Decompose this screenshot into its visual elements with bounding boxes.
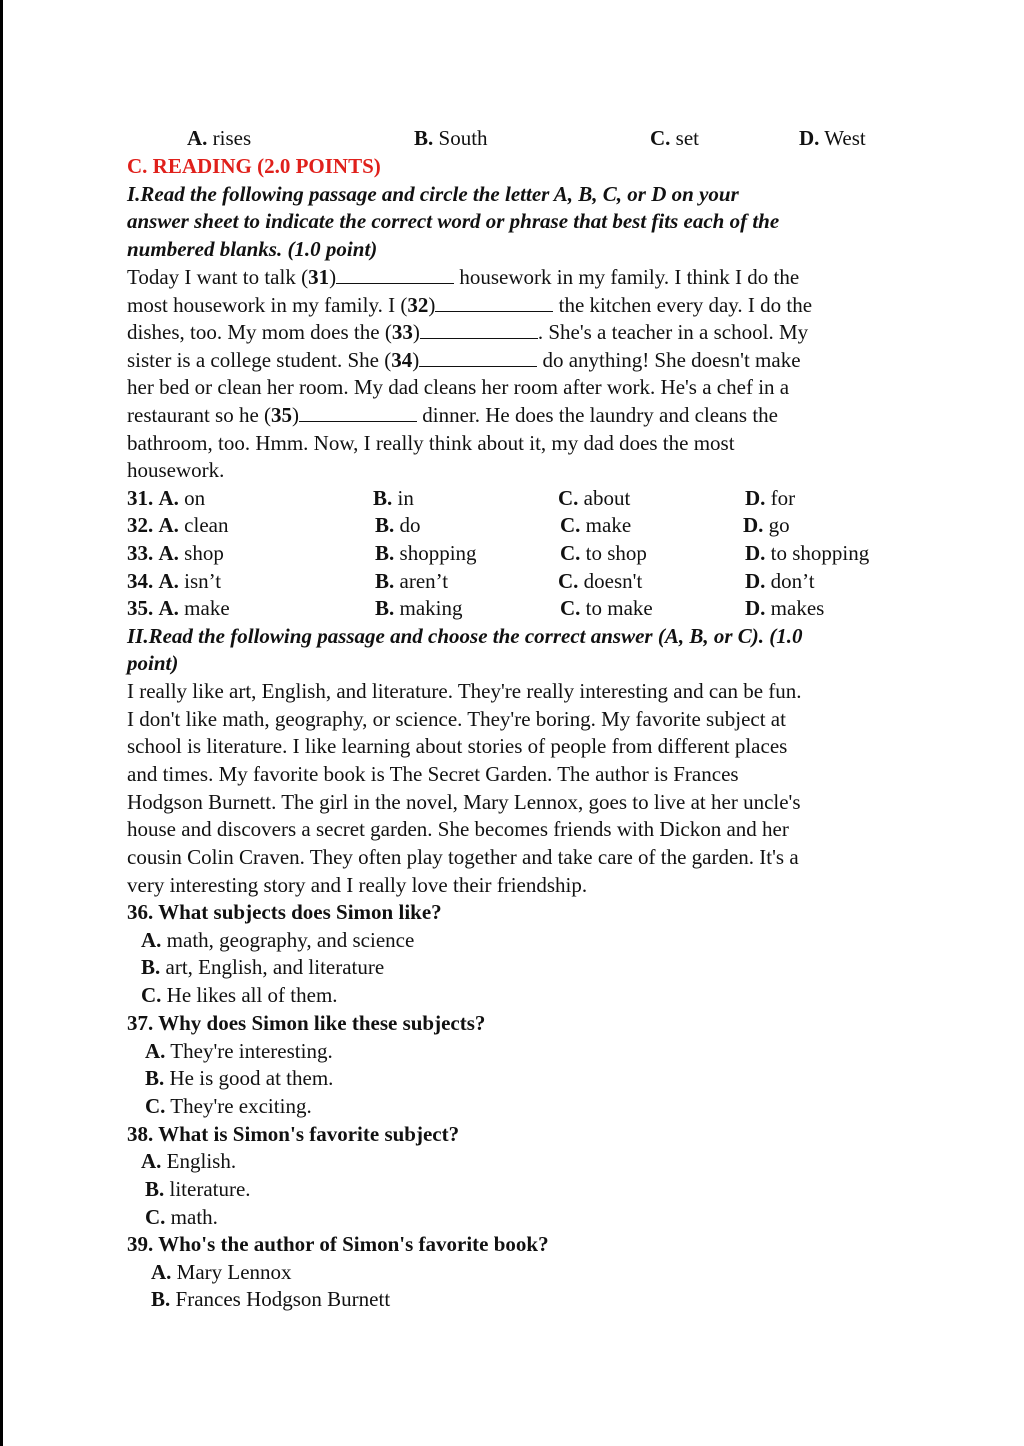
- option-b[interactable]: B. Frances Hodgson Burnett: [151, 1287, 391, 1311]
- reading-passage-line: and times. My favorite book is The Secret Garden. The author is Frances: [127, 762, 739, 786]
- blank-31[interactable]: [336, 265, 454, 284]
- option-a[interactable]: A. English.: [141, 1149, 237, 1173]
- option-d[interactable]: D. go: [743, 513, 790, 537]
- option-c[interactable]: C. They're exciting.: [145, 1094, 312, 1118]
- option-d[interactable]: D. to shopping: [745, 541, 870, 565]
- prev-option-a: A. rises: [187, 126, 252, 150]
- option-c[interactable]: C. to shop: [560, 541, 647, 565]
- option-a[interactable]: A. They're interesting.: [145, 1039, 333, 1063]
- cloze-passage-line: her bed or clean her room. My dad cleans her room after work. He's a chef in a: [127, 375, 790, 399]
- cloze-passage-line: dishes, too. My mom does the (33) . She's a teacher in a school. My: [127, 320, 809, 344]
- option-d[interactable]: D. don’t: [745, 569, 815, 593]
- reading-passage-line: school is literature. I like learning about stories of people from different places: [127, 734, 788, 758]
- cloze-passage-line: bathroom, too. Hmm. Now, I really think about it, my dad does the most: [127, 431, 735, 455]
- option-a[interactable]: A. Mary Lennox: [151, 1260, 292, 1284]
- option-a[interactable]: 35. A. make: [127, 596, 230, 620]
- part1-instruction-line: I.Read the following passage and circle the letter A, B, C, or D on your: [127, 182, 739, 206]
- prev-option-d: D. West: [799, 126, 866, 150]
- option-d[interactable]: D. makes: [745, 596, 825, 620]
- option-a[interactable]: 34. A. isn’t: [127, 569, 222, 593]
- cloze-passage-line: restaurant so he (35) dinner. He does the laundry and cleans the: [127, 403, 778, 427]
- option-b[interactable]: B. He is good at them.: [145, 1066, 334, 1090]
- prev-option-c: C. set: [650, 126, 699, 150]
- option-a[interactable]: 31. A. on: [127, 486, 206, 510]
- blank-35[interactable]: [299, 403, 417, 422]
- part1-instruction-line: answer sheet to indicate the correct word or phrase that best fits each of the: [127, 209, 780, 233]
- option-a[interactable]: A. math, geography, and science: [141, 928, 415, 952]
- blank-33[interactable]: [420, 320, 538, 339]
- reading-passage-line: Hodgson Burnett. The girl in the novel, Mary Lennox, goes to live at her uncle's: [127, 790, 801, 814]
- reading-passage-line: cousin Colin Craven. They often play together and take care of the garden. It's a: [127, 845, 799, 869]
- option-d[interactable]: D. for: [745, 486, 796, 510]
- reading-passage-line: I don't like math, geography, or science. They're boring. My favorite subject at: [127, 707, 786, 731]
- question-39: 39. Who's the author of Simon's favorite book?: [127, 1232, 549, 1256]
- cloze-passage-line: Today I want to talk (31) housework in my family. I think I do the: [127, 265, 800, 289]
- option-b[interactable]: B. do: [375, 513, 421, 537]
- part2-instruction-line: point): [127, 651, 179, 675]
- part1-instruction-line: numbered blanks. (1.0 point): [127, 237, 378, 261]
- blank-34[interactable]: [419, 348, 537, 367]
- page-left-border: [0, 0, 3, 1446]
- option-c[interactable]: C. doesn't: [558, 569, 643, 593]
- blank-32[interactable]: [435, 293, 553, 312]
- option-b[interactable]: B. aren’t: [375, 569, 449, 593]
- cloze-passage-line: most housework in my family. I (32) the kitchen every day. I do the: [127, 293, 813, 317]
- option-b[interactable]: B. in: [373, 486, 414, 510]
- prev-option-b: B. South: [414, 126, 488, 150]
- reading-passage-line: very interesting story and I really love their friendship.: [127, 873, 588, 897]
- cloze-passage-line: housework.: [127, 458, 225, 482]
- option-c[interactable]: C. math.: [145, 1205, 218, 1229]
- option-b[interactable]: B. literature.: [145, 1177, 251, 1201]
- reading-passage-line: I really like art, English, and literature. They're really interesting and can be fun.: [127, 679, 802, 703]
- option-c[interactable]: C. to make: [560, 596, 653, 620]
- option-b[interactable]: B. art, English, and literature: [141, 955, 385, 979]
- question-37: 37. Why does Simon like these subjects?: [127, 1011, 486, 1035]
- question-38: 38. What is Simon's favorite subject?: [127, 1122, 460, 1146]
- option-b[interactable]: B. making: [375, 596, 463, 620]
- option-a[interactable]: 33. A. shop: [127, 541, 224, 565]
- option-c[interactable]: C. make: [560, 513, 632, 537]
- option-a[interactable]: 32. A. clean: [127, 513, 229, 537]
- cloze-passage-line: sister is a college student. She (34) do anything! She doesn't make: [127, 348, 801, 372]
- question-36: 36. What subjects does Simon like?: [127, 900, 442, 924]
- section-title: C. READING (2.0 POINTS): [127, 154, 381, 178]
- option-b[interactable]: B. shopping: [375, 541, 477, 565]
- reading-passage-line: house and discovers a secret garden. She becomes friends with Dickon and her: [127, 817, 789, 841]
- option-c[interactable]: C. about: [558, 486, 631, 510]
- option-c[interactable]: C. He likes all of them.: [141, 983, 338, 1007]
- part2-instruction-line: II.Read the following passage and choose the correct answer (A, B, or C). (1.0: [127, 624, 803, 648]
